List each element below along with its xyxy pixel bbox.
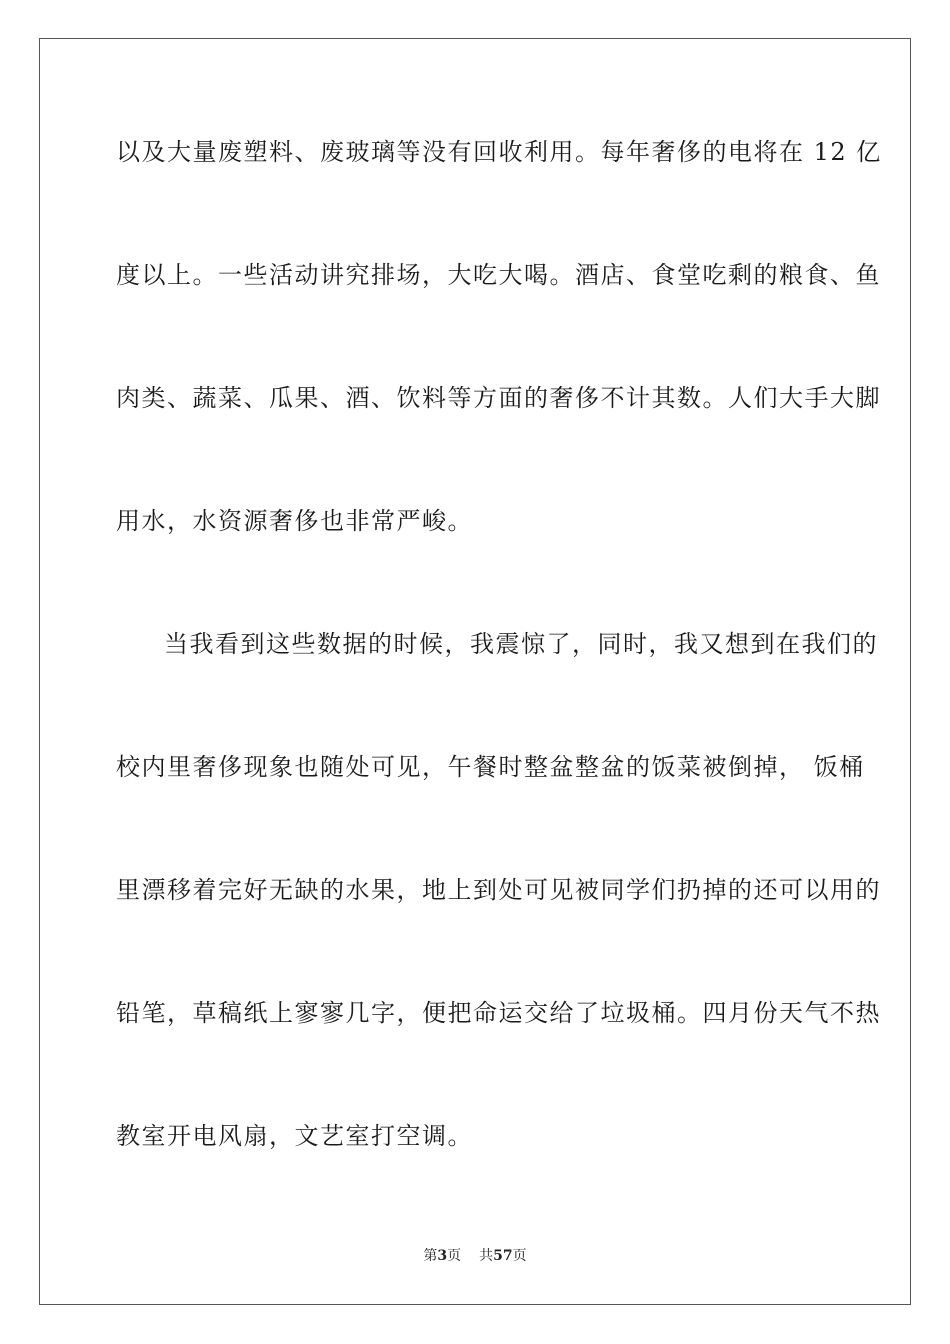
text-line-6: 校内里奢侈现象也随处可见，午餐时整盆整盆的饭菜被倒掉， 饭桶 — [116, 753, 865, 781]
page-footer — [0, 1247, 950, 1265]
text-line-7: 里漂移着完好无缺的水果，地上到处可见被同学们扔掉的还可以用的 — [116, 876, 881, 904]
text-line-8: 铅笔，草稿纸上寥寥几字，便把命运交给了垃圾桶。四月份天气不热 — [116, 999, 881, 1027]
text-line-3: 肉类、蔬菜、瓜果、酒、饮料等方面的奢侈不计其数。人们大手大脚 — [116, 384, 881, 412]
total-prefix: 共 — [479, 1248, 494, 1264]
text-line-5: 当我看到这些数据的时候，我震惊了，同时，我又想到在我们的 — [164, 630, 878, 658]
total-suffix: 页 — [512, 1248, 527, 1264]
text-line-2: 度以上。一些活动讲究排场，大吃大喝。酒店、食堂吃剩的粮食、鱼 — [116, 261, 881, 289]
total-pages: 57 — [493, 1248, 513, 1264]
page-number: 3 — [437, 1248, 448, 1264]
page-border — [39, 38, 911, 1305]
text-line-1: 以及大量废塑料、废玻璃等没有回收利用。每年奢侈的电将在 12 亿 — [116, 138, 882, 166]
page-suffix: 页 — [447, 1248, 462, 1264]
page-prefix: 第 — [423, 1248, 438, 1264]
text-line-4: 用水，水资源奢侈也非常严峻。 — [116, 507, 473, 535]
text-line-9: 教室开电风扇，文艺室打空调。 — [116, 1122, 473, 1150]
